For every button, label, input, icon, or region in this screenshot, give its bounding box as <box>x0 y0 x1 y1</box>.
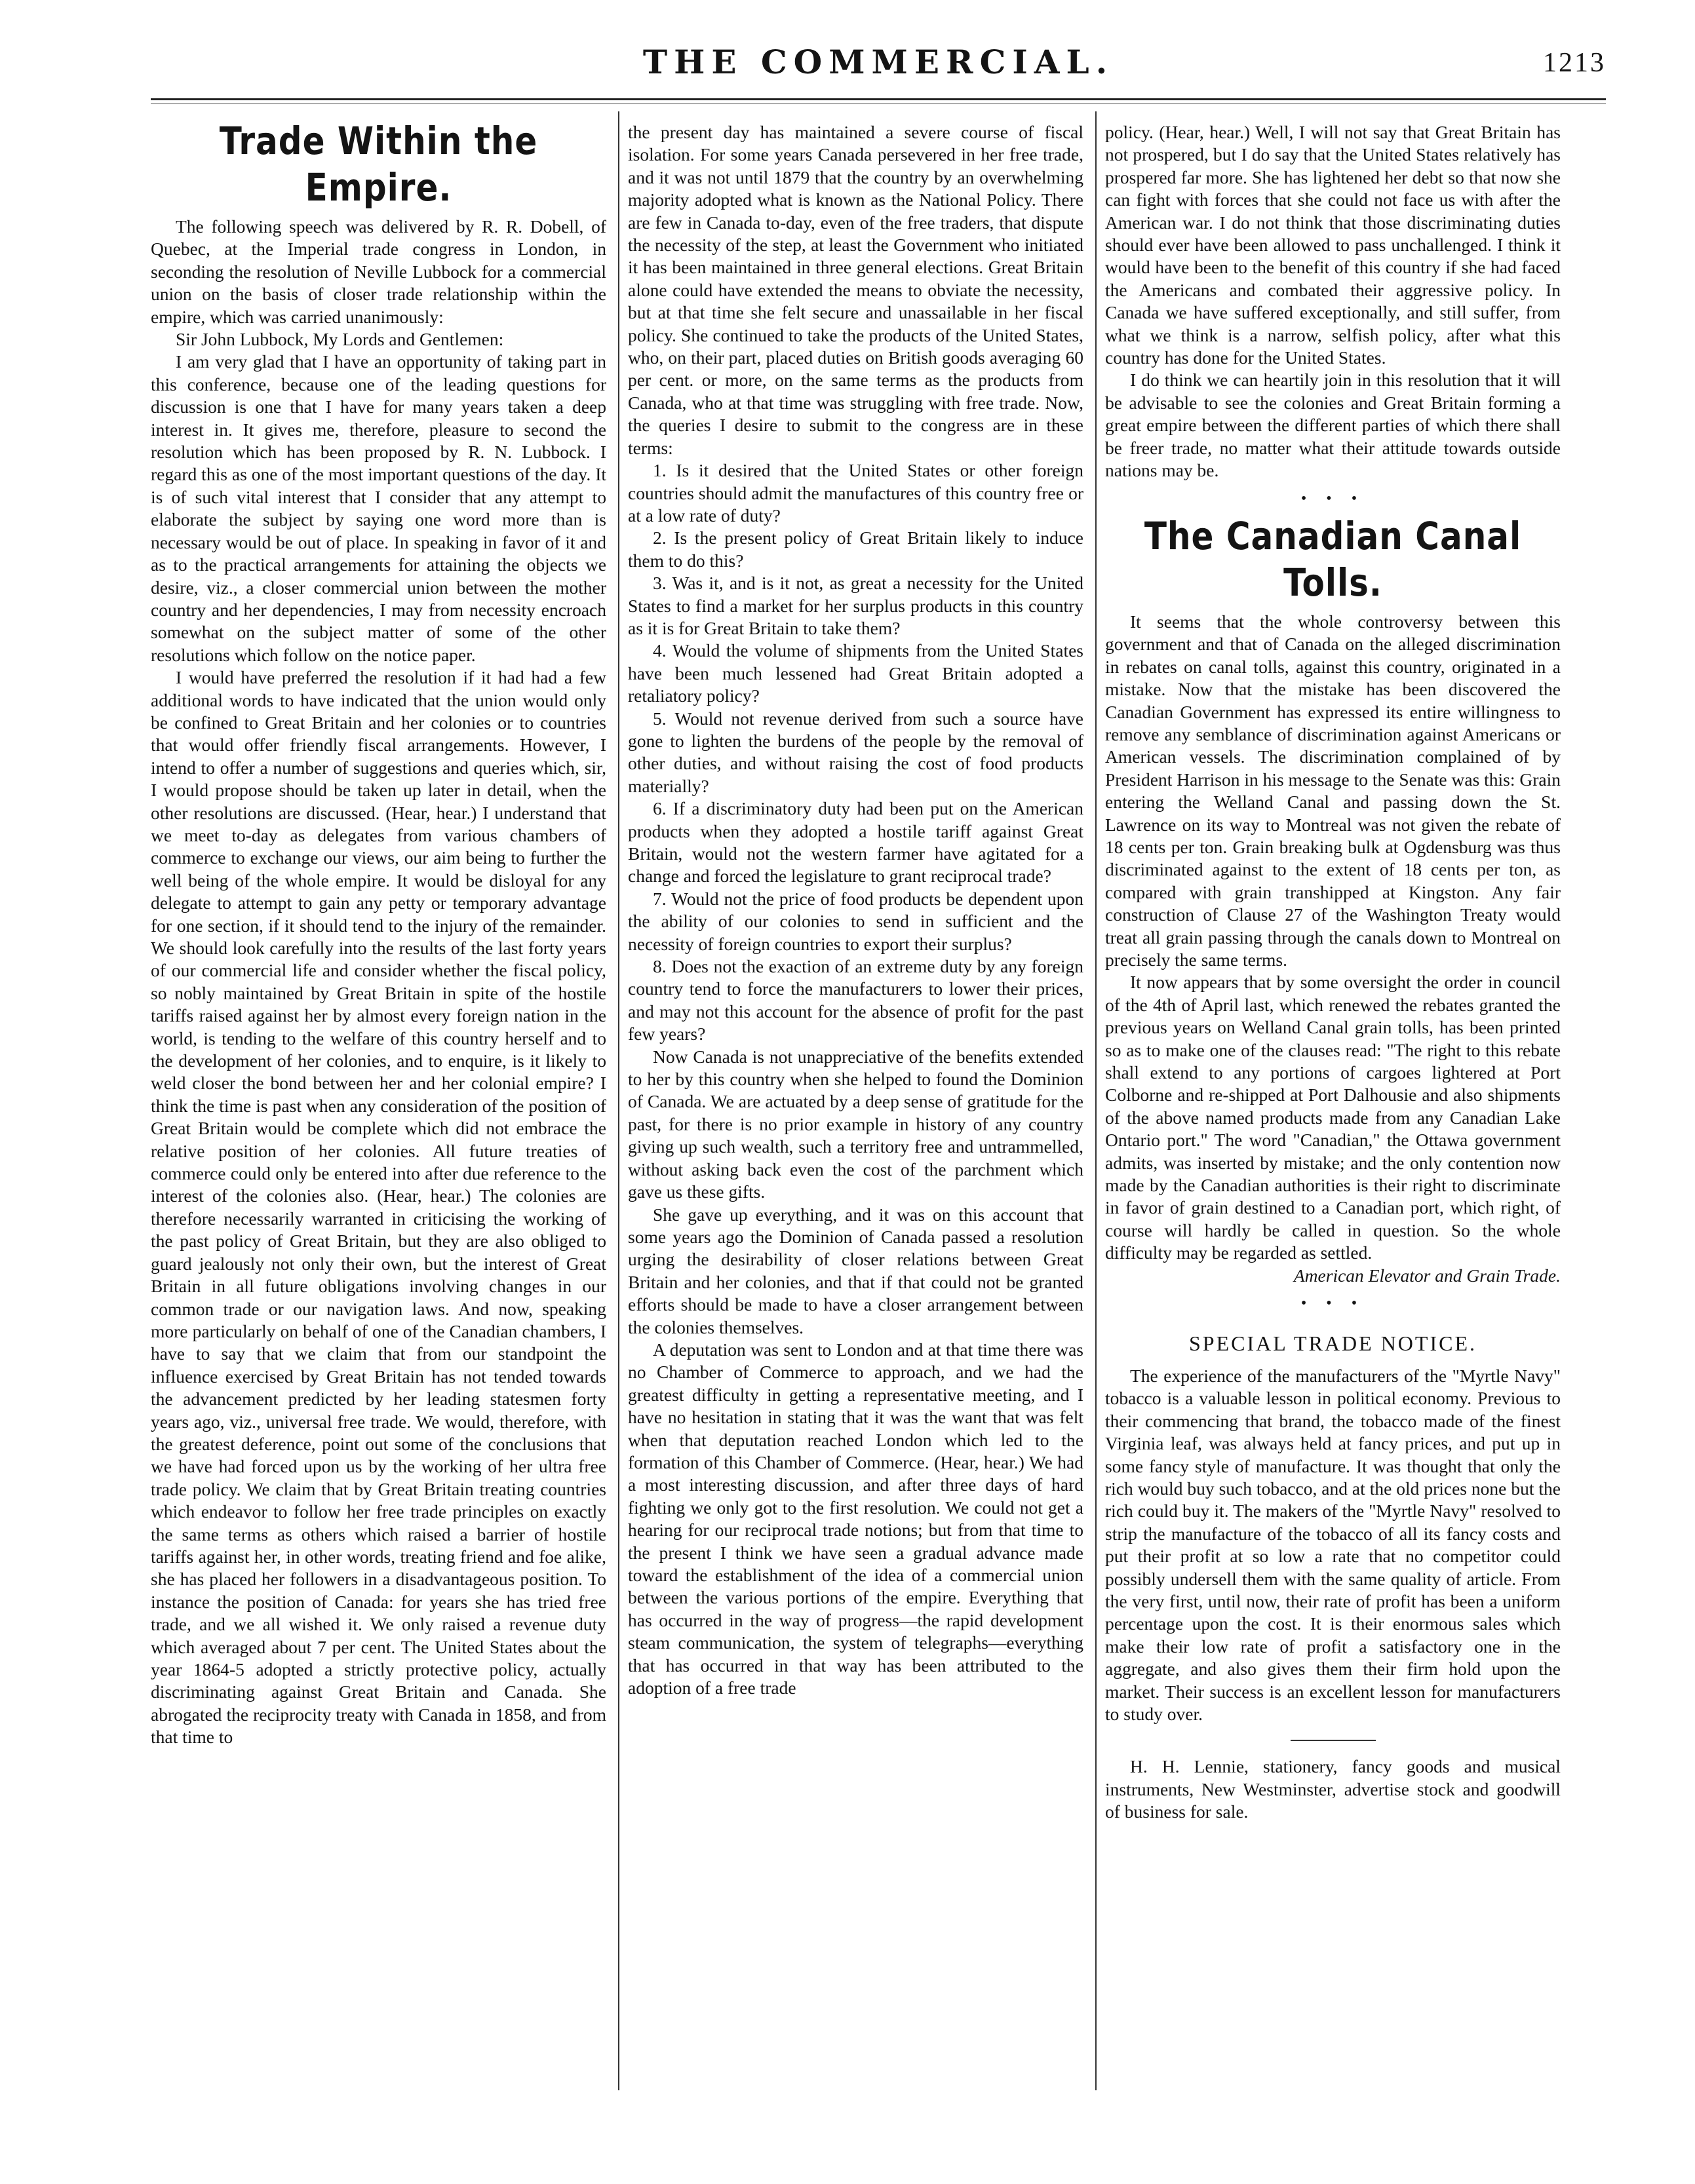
query-item: 1. Is it desired that the United States or other foreign countries should admit the manufactures of this country free or at a low rate of duty? <box>628 460 1083 526</box>
query-item: 8. Does not the exaction of an extreme duty by any foreign country tend to force the manufacturers to lower their prices, and may not this account for the absence of profit for the past few years? <box>628 956 1083 1044</box>
newspaper-title: THE COMMERCIAL. <box>642 43 1114 81</box>
column-1 <box>151 121 606 1749</box>
query-item: 4. Would the volume of shipments from the United States have been much lessened had Great Britain adopted a retaliatory policy? <box>628 640 1083 706</box>
article-intro: The following speech was delivered by R. R. Dobell, of Quebec, at the Imperial trade congress in London, in seconding the resolution of Neville Lubbock for a commercial union on the basis of closer trade relationship within the empire, which was carried unanimously: <box>151 216 606 327</box>
paragraph: policy. (Hear, hear.) Well, I will not say that Great Britain has not prospered, but I do say that the United States relatively has prospered far more. She has lightened her debt so that now she can fight with forces that she could not face us with after the American war. I do not think that those discriminating duties should ever have been allowed to pass unchallenged. I think it would have been to the benefit of this country if she had faced the Americans and combated their aggressive policy. In Canada we have suffered exceptionally, and still suffer, from what we think is a narrow, selfish policy, after what this country has done for the United States. <box>1105 122 1561 368</box>
paragraph: I do think we can heartily join in this resolution that it will be advisable to see the colonies and Great Britain forming a great empire between the different parties of which there shall be freer trade, no matter what their attitude towards outside nations may be. <box>1105 370 1561 481</box>
paragraph: She gave up everything, and it was on this account that some years ago the Dominion of Canada passed a resolution urging the desirability of closer relations between Great Britain and her colonies, and that if that could not be granted efforts should be made to have a closer arrangement between the colonies themselves. <box>628 1204 1083 1337</box>
column-divider <box>618 111 619 2090</box>
article-source: American Elevator and Grain Trade. <box>1293 1265 1561 1286</box>
masthead <box>151 39 1606 85</box>
page-number: 1213 <box>1543 48 1606 78</box>
section-ornament: • • • <box>1300 1295 1365 1312</box>
paragraph: A deputation was sent to London and at that time there was no Chamber of Commerce to approach, and we had the greatest difficulty in getting a representative meeting, and I have no hesitation in stating that it was the want that was felt when that deputation reached London which led to the formation of this Chamber of Commerce. (Hear, hear.) We had a most interesting discussion, and after three days of hard fighting we only got to the first resolution. We could not get a hearing for our reciprocal trade notions; but from that time to the present I think we have seen a gradual advance made toward the establishment of the idea of a commercial union between the various portions of the empire. Everything that has occurred in the way of progress—the rapid development steam communication, the system of telegraphs—everything that has occurred in that way has been attributed to the adoption of a free trade <box>628 1339 1083 1698</box>
speech-salutation: Sir John Lubbock, My Lords and Gentlemen: <box>176 329 504 350</box>
query-item: 6. If a discriminatory duty had been put on the American products when they adopted a hostile tariff against Great Britain, would not the western farmer have agitated for a change and forced the legislature to grant reciprocal trade? <box>628 798 1083 887</box>
column-3 <box>1105 121 1561 1824</box>
section-ornament: • • • <box>1300 489 1365 507</box>
paragraph: The experience of the manufacturers of the "Myrtle Navy" tobacco is a valuable lesson in political economy. Previous to their commencing that brand, the tobacco made of the finest Virginia leaf, was always held at fancy prices, and put up in some fancy style of manufacture. It was thought that only the rich would buy such tobacco, and at the old prices none but the rich could buy it. The makers of the "Myrtle Navy" resolved to strip the manufacture of the tobacco of all its fancy costs and put their profit at so low a rate that no competitor could possibly undersell them with the same quality of article. From the very first, until now, their rate of profit has been a uniform percentage upon the cost. It is their enormous sales which make their low rate of profit a satisfactory one in the aggregate, and also gives them their firm hold upon the market. Their success is an excellent lesson for manufacturers to study over. <box>1105 1365 1561 1724</box>
paragraph: Now Canada is not unappreciative of the benefits extended to her by this country when she helped to found the Dominion of Canada. We are actuated by a deep sense of gratitude for the past, for there is no prior example in history of any country giving up such wealth, such a territory free and untrammelled, without asking back even the cost of the parchment which gave us these gifts. <box>628 1046 1083 1202</box>
article-heading: The Canadian Canal Tolls. <box>1144 514 1522 605</box>
query-item: 2. Is the present policy of Great Britain likely to induce them to do this? <box>628 527 1083 571</box>
column-divider <box>1095 111 1097 2090</box>
paragraph: the present day has maintained a severe course of fiscal isolation. For some years Canada persevered in her free trade, and it was not until 1879 that the country by an overwhelming majority adopted what is known as the National Policy. There are few in Canada to-day, even of the free traders, that dispute the necessity of the step, at least the Government who initiated it has been maintained in three general elections. Great Britain alone could have extended the means to obviate the necessity, but at that time she felt secure and unassailable in her fiscal policy. She continued to take the products of the United States, who, on their part, placed duties on British goods averaging 60 per cent. or more, on the same terms as the products from Canada, who at that time was struggling with free trade. Now, the queries I desire to submit to the congress are in these terms: <box>628 122 1083 458</box>
business-notice: H. H. Lennie, stationery, fancy goods and musical instruments, New Westminster, advertise stock and goodwill of business for sale. <box>1105 1756 1561 1822</box>
short-rule <box>1291 1740 1376 1741</box>
paragraph: I am very glad that I have an opportunity of taking part in this conference, because one of the leading questions for discussion is one that I have for many years taken a deep interest in. It gives me, therefore, pleasure to second the resolution which has been proposed by R. N. Lubbock. I regard this as one of the most important questions of the day. It is of such vital interest that I consider that any attempt to elaborate the subject by saying one word more than is necessary would be out of place. In speaking in favor of it and as to the practical arrangements for attaining the objects we desire, viz., a closer commercial union between the mother country and her dependencies, I may from necessity encroach somewhat on the subject matter of some of the other resolutions which follow on the notice paper. <box>151 351 606 665</box>
header-rule <box>151 98 1606 100</box>
column-2 <box>628 121 1083 1699</box>
paragraph: It seems that the whole controversy between this government and that of Canada on the alleged discrimination in rebates on canal tolls, against this country, originated in a mistake. Now that the mistake has been discovered the Canadian Government has expressed its entire willingness to remove any semblance of discrimination against Americans or American vessels. The discrimination complained of by President Harrison in his message to the Senate was this: Grain entering the Welland Canal and passing down the St. Lawrence on its way to Montreal was not given the rebate of 18 cents per ton. Grain breaking bulk at Ogdensburg was thus discriminated against to the extent of 18 cents per ton, as compared with grain transhipped at Kingston. Any fair construction of Clause 27 of the Washington Treaty would treat all grain passing through the canals down to Montreal on precisely the same terms. <box>1105 611 1561 970</box>
notice-heading: SPECIAL TRADE NOTICE. <box>1189 1331 1477 1355</box>
query-item: 7. Would not the price of food products be dependent upon the ability of our colonies to send in sufficient and the necessity of foreign countries to export their surplus? <box>628 888 1083 954</box>
paragraph: I would have preferred the resolution if it had had a few additional words to have indicated that the union would only be confined to Great Britain and her colonies or to countries that would offer friendly fiscal arrangements. However, I intend to offer a number of suggestions and queries which, sir, I would propose should be taken up later in detail, when the other resolutions are discussed. (Hear, hear.) I understand that we meet to-day as delegates from various chambers of commerce to exchange our views, our aim being to further the well being of the whole empire. It would be disloyal for any delegate to attempt to gain any petty or temporary advantage for one section, if it should tend to the injury of the remainder. We should look carefully into the results of the last forty years of our commercial life and consider whether the fiscal policy, so nobly maintained by Great Britain in spite of the hostile tariffs raised against her by almost every foreign nation in the world, is tending to the welfare of this country herself and to the development of her colonies, and to enquire, is it likely to weld closer the bond between her and her colonial empire? I think the time is past when any consideration of the position of Great Britain would be complete which did not embrace the relative position of her colonies. All future treaties of commerce could only be entered into after due reference to the interest of the colonies also. (Hear, hear.) The colonies are therefore necessarily warranted in criticising the working of the past policy of Great Britain, but they are also obliged to guard jealously not only their own, but the interest of Great Britain in all future obligations involving changes in our common trade or our navigation laws. And now, speaking more particularly on behalf of one of the Canadian chambers, I have to say that we claim that from our standpoint the influence exercised by Great Britain has not tended towards the advancement predicted by her leading statesmen forty years ago, viz., universal free trade. We would, therefore, with the greatest deference, point out some of the conclusions that we have had forced upon us by the working of her ultra free trade policy. We claim that by Great Britain treating countries which endeavor to follow her free trade principles on exactly the same terms as others which raised a barrier of hostile tariffs against her, in other words, treating friend and foe alike, she has placed her followers in a disadvantageous position. To instance the position of Canada: for years she has tried free trade, and we all wished it. We only raised a revenue duty which averaged about 7 per cent. The United States about the year 1864-5 adopted a strictly protective policy, actually discriminating against Great Britain and Canada. She abrogated the reciprocity treaty with Canada in 1858, and from that time to <box>151 667 606 1748</box>
query-item: 3. Was it, and is it not, as great a necessity for the United States to find a market for her surplus products in this country as it is for Great Britain to take them? <box>628 573 1083 638</box>
paragraph: It now appears that by some oversight the order in council of the 4th of April last, which renewed the rebates granted the previous years on Welland Canal grain tolls, has been printed so as to make one of the clauses read: "The right to this rebate shall extend to any portions of cargoes lightered at Port Colborne and re-shipped at Port Dalhousie and also shipments of the above named products made from any Canadian Lake Ontario port." The word "Canadian," the Ottawa government admits, was inserted by mistake; and the only contention now made by the Canadian authorities is their right to discriminate in favor of grain destined to a Canadian port, which right, of course will hardly be called in question. So the whole difficulty may be regarded as settled. <box>1105 972 1561 1263</box>
query-item: 5. Would not revenue derived from such a source have gone to lighten the burdens of the people by the removal of other duties, and without raising the cost of food products materially? <box>628 708 1083 796</box>
article-heading: Trade Within the Empire. <box>219 119 538 210</box>
